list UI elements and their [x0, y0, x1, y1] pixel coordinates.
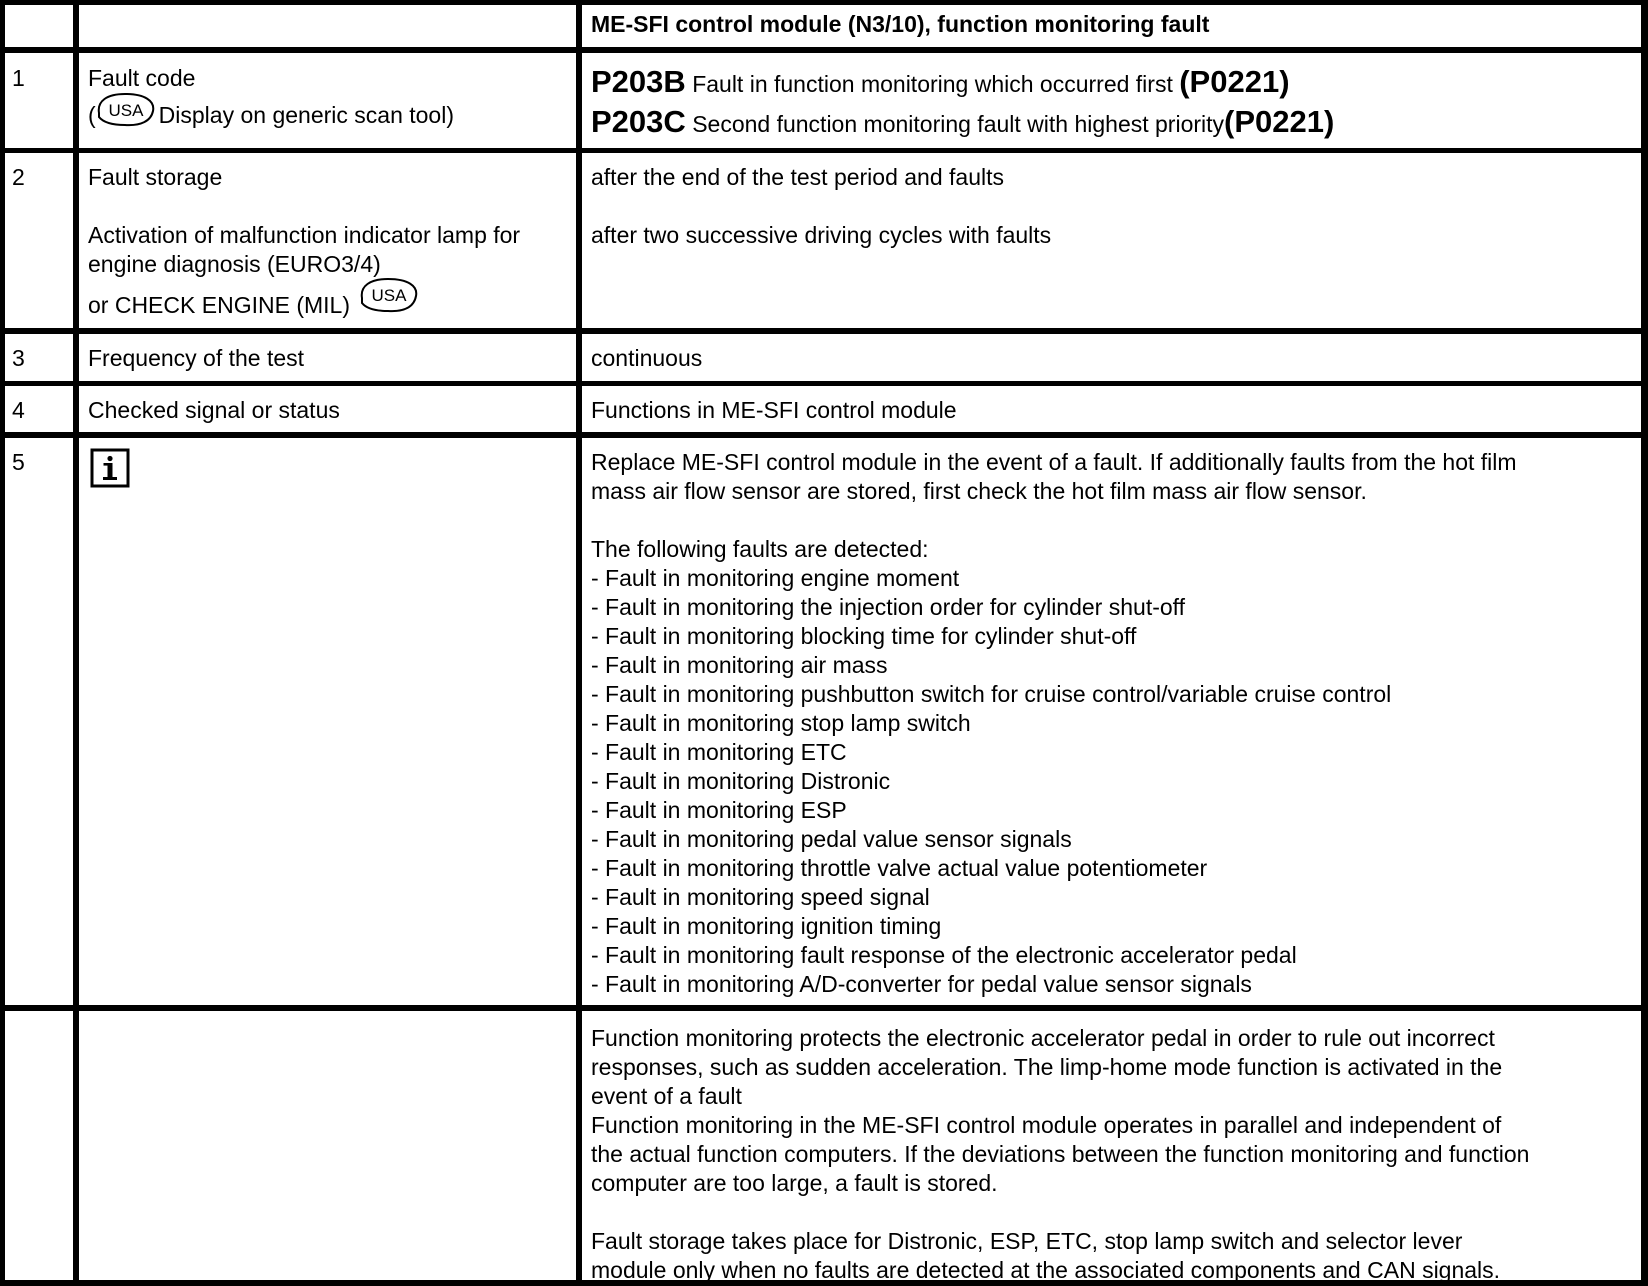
grid-line-1: [0, 47, 1648, 53]
list-item: - Fault in monitoring ESP: [591, 797, 847, 823]
row-number: 4: [12, 397, 25, 423]
list-item: - Fault in monitoring throttle valve actual value potentiometer: [591, 855, 1208, 881]
mil-line-1: Activation of malfunction indicator lamp for: [88, 222, 521, 248]
test-frequency-label: Frequency of the test: [88, 345, 305, 371]
checked-signal-label: Checked signal or status: [88, 397, 340, 423]
list-item: - Fault in monitoring blocking time for cylinder shut-off: [591, 623, 1137, 649]
list-item: - Fault in monitoring the injection order for cylinder shut-off: [591, 594, 1186, 620]
list-item: - Fault in monitoring stop lamp switch: [591, 710, 971, 736]
row-number: 5: [12, 449, 25, 475]
list-item: - Fault in monitoring pushbutton switch for cruise control/variable cruise control: [591, 681, 1392, 707]
description-line: computer are too large, a fault is stored.: [591, 1170, 998, 1196]
mil-activation-value: after two successive driving cycles with faults: [591, 222, 1052, 248]
test-frequency-value: continuous: [591, 345, 703, 371]
list-item: - Fault in monitoring speed signal: [591, 884, 930, 910]
list-item: - Fault in monitoring pedal value sensor signals: [591, 826, 1072, 852]
mil-line-2: engine diagnosis (EURO3/4): [88, 251, 381, 277]
note-line: mass air flow sensor are stored, first check the hot film mass air flow sensor.: [591, 478, 1367, 504]
fault-code-primary: P203B: [591, 64, 686, 99]
description-line: event of a fault: [591, 1083, 742, 1109]
description-line: the actual function computers. If the deviations between the function monitoring and function: [591, 1141, 1530, 1167]
generic-scan-tool-text: Display on generic scan tool): [158, 102, 454, 128]
fault-storage-label: Fault storage: [88, 164, 223, 190]
svg-text:USA: USA: [108, 100, 144, 120]
grid-line-3: [0, 328, 1648, 334]
description-line: module only when no faults are detected at the associated components and CAN signals.: [591, 1257, 1501, 1283]
list-item: - Fault in monitoring A/D-converter for pedal value sensor signals: [591, 971, 1252, 997]
description-line: Function monitoring in the ME-SFI control module operates in parallel and independent of: [591, 1112, 1502, 1138]
mil-line-3: or CHECK ENGINE (MIL): [88, 292, 350, 318]
code-line-2: [591, 103, 1631, 143]
description-line: responses, such as sudden acceleration. The limp-home mode function is activated in the: [591, 1054, 1503, 1080]
fault-code-description: Second function monitoring fault with highest priority: [692, 111, 1225, 137]
fault-storage-value: after the end of the test period and faults: [591, 164, 1005, 190]
description-line: Fault storage takes place for Distronic, ESP, ETC, stop lamp switch and selector lever: [591, 1228, 1463, 1254]
usa-badge-icon: [95, 91, 157, 129]
list-item: - Fault in monitoring ignition timing: [591, 913, 942, 939]
fault-code-description: Fault in function monitoring which occurred first: [692, 71, 1173, 97]
grid-divider-label: [576, 0, 582, 1286]
row-number: 2: [12, 164, 25, 190]
table-title: ME-SFI control module (N3/10), function monitoring fault: [591, 11, 1210, 37]
code-line-1: [591, 63, 1631, 103]
grid-line-4: [0, 381, 1648, 386]
generic-code: (P0221): [1179, 64, 1290, 99]
mil-activation-label: [88, 221, 578, 320]
list-item: - Fault in monitoring engine moment: [591, 565, 960, 591]
fault-code-secondary: P203C: [591, 104, 686, 139]
generic-code: (P0221): [1224, 104, 1335, 139]
fault-list-intro: The following faults are detected:: [591, 536, 929, 562]
fault-code-label: [88, 64, 568, 130]
list-item: - Fault in monitoring fault response of the electronic accelerator pedal: [591, 942, 1297, 968]
checked-signal-value: Functions in ME-SFI control module: [591, 397, 957, 423]
grid-border-left: [0, 0, 5, 1286]
list-item: - Fault in monitoring Distronic: [591, 768, 891, 794]
usa-badge-icon: [358, 276, 420, 316]
info-icon: [90, 448, 130, 488]
grid-border-top: [0, 0, 1648, 5]
grid-divider-num: [73, 0, 79, 1286]
row-number: 3: [12, 345, 25, 371]
svg-text:USA: USA: [371, 285, 407, 305]
notes-content: [591, 448, 1631, 999]
list-item: - Fault in monitoring ETC: [591, 739, 847, 765]
description-line: Function monitoring protects the electronic accelerator pedal in order to rule out incorrect: [591, 1025, 1495, 1051]
list-item: - Fault in monitoring air mass: [591, 652, 888, 678]
paren-open: (: [88, 102, 96, 128]
fault-codes: [591, 63, 1631, 143]
fault-code-title: Fault code: [88, 65, 196, 91]
row-number: 1: [12, 65, 25, 91]
grid-line-6: [0, 1005, 1648, 1011]
grid-line-2: [0, 148, 1648, 153]
function-monitoring-description: [591, 1024, 1631, 1285]
grid-line-5: [0, 432, 1648, 438]
note-line: Replace ME-SFI control module in the event of a fault. If additionally faults from the hot film: [591, 449, 1517, 475]
grid-border-right: [1641, 0, 1648, 1286]
